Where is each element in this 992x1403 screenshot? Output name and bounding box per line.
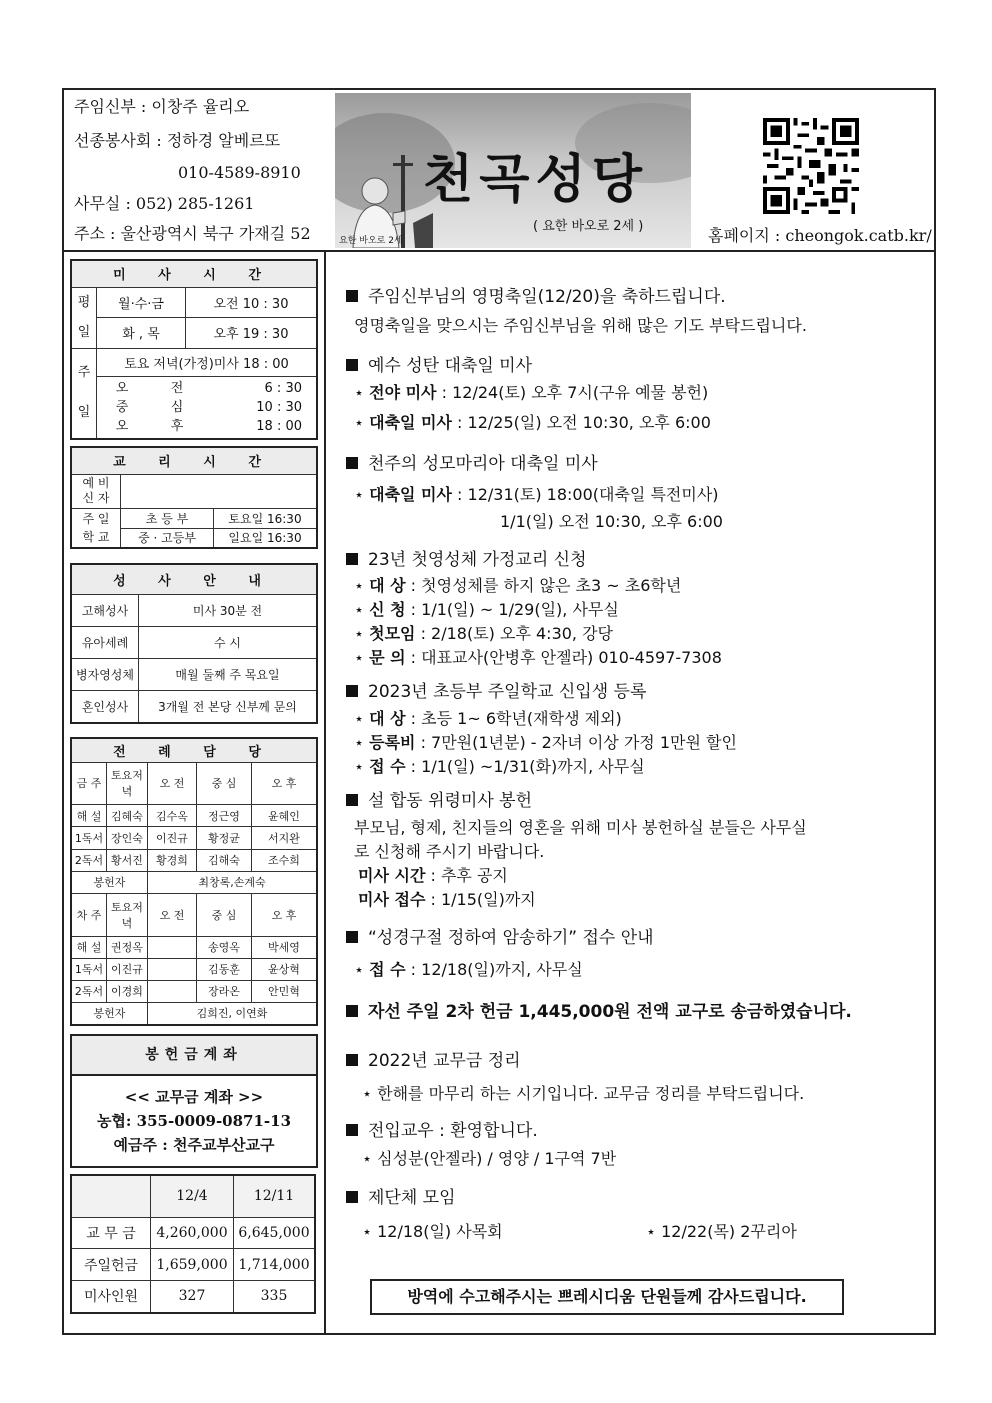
notice-4-line3: ⋆ 첫모임 : 2/18(토) 오후 4:30, 강당 <box>354 624 614 643</box>
saturday-mass: 토요 저녁(가정)미사 18 : 00 <box>97 348 318 376</box>
table-row: 주일헌금 1,659,000 1,714,000 <box>71 1249 315 1281</box>
weekday-time: 오후 19 : 30 <box>186 318 318 349</box>
homepage-link[interactable]: 홈페이지 : cheongok.catb.kr/ <box>708 226 932 245</box>
title-banner <box>335 93 691 248</box>
school-group: 초 등 부 <box>121 508 214 528</box>
catechism-table <box>70 446 318 549</box>
mass-times-title: 미 사 시 간 <box>71 260 317 287</box>
notice-11-line2: ⋆ 12/22(목) 2꾸리아 <box>646 1222 797 1241</box>
liturgy-title: 전 례 담 당 <box>71 738 317 762</box>
notice-5-line1: ⋆ 대 상 : 초등 1~ 6학년(재학생 제외) <box>354 709 622 728</box>
notice-6-body2: 로 신청해 주시기 바랍니다. <box>354 842 545 861</box>
table-row: 봉헌자 김희진, 이연화 <box>71 1002 317 1025</box>
table-row: 미사인원 327 335 <box>71 1280 315 1313</box>
sacrament-desc: 3개월 전 본당 신부께 문의 <box>139 690 318 723</box>
weekday-days: 월·수·금 <box>97 287 186 318</box>
table-row: 해 설 권정옥 송영옥 박세영 <box>71 936 317 958</box>
notice-3-line2: 1/1(일) 오전 10:30, 오후 6:00 <box>500 512 723 531</box>
liturgy-week1-header: 금 주 토요저녁 오 전 중 심 오 후 <box>71 762 317 805</box>
address: 주소 : 울산광역시 북구 가재길 52 <box>74 224 311 243</box>
notice-2-line2: ⋆ 대축일 미사 : 12/25(일) 오전 10:30, 오후 6:00 <box>354 413 711 432</box>
sacrament-desc: 매월 둘째 주 목요일 <box>139 658 318 690</box>
notice-6-title: 설 합동 위령미사 봉헌 <box>346 790 532 812</box>
sacrament-name: 유아세례 <box>71 626 139 658</box>
notice-4-line2: ⋆ 신 청 : 1/1(일) ~ 1/29(일), 사무실 <box>354 600 619 619</box>
catechumen-time <box>121 474 318 508</box>
school-time: 토요일 16:30 <box>214 508 318 528</box>
notice-10-line1: ⋆ 심성분(안젤라) / 영양 / 1구역 7반 <box>362 1149 617 1168</box>
notice-9-line1: ⋆ 한해를 마무리 하는 시기입니다. 교무금 정리를 부탁드립니다. <box>362 1084 805 1103</box>
finance-table <box>70 1174 316 1314</box>
parish-subtitle: ( 요한 바오로 2세 ) <box>533 219 644 234</box>
finance-date: 12/4 <box>151 1175 234 1217</box>
table-row: 교 무 금 4,260,000 6,645,000 <box>71 1217 315 1249</box>
sacrament-name: 고해성사 <box>71 594 139 626</box>
notice-6-body1: 부모님, 형제, 친지들의 영혼을 위해 미사 봉헌하실 분들은 사무실 <box>354 818 807 837</box>
parish-title: 천곡성당 <box>423 149 648 210</box>
council-phone: 010-4589-8910 <box>178 163 301 182</box>
sacraments-table <box>70 563 318 724</box>
table-row: 2독서 이경희 장라온 안민혁 <box>71 980 317 1002</box>
weekday-label: 평 일 <box>71 287 97 348</box>
notice-10-title: 전입교우 : 환영합니다. <box>346 1120 538 1142</box>
account-title: 봉헌금계좌 <box>72 1036 316 1076</box>
account-number: 농협: 355-0009-0871-13 <box>96 1112 292 1130</box>
catechumen-label: 예 비 신 자 <box>71 474 121 508</box>
account-line1: << 교무금 계좌 >> <box>124 1088 264 1106</box>
header-divider <box>62 250 936 252</box>
notice-5-title: 2023년 초등부 주일학교 신입생 등록 <box>346 681 646 703</box>
notice-4-line1: ⋆ 대 상 : 첫영성체를 하지 않은 초3 ~ 초6학년 <box>354 576 682 595</box>
notice-4-title: 23년 첫영성체 가정교리 신청 <box>346 549 587 571</box>
sacraments-title: 성 사 안 내 <box>71 564 317 594</box>
notice-7-line1: ⋆ 접 수 : 12/18(일)까지, 사무실 <box>354 960 583 979</box>
weekday-time: 오전 10 : 30 <box>186 287 318 318</box>
notice-5-line3: ⋆ 접 수 : 1/1(일) ~1/31(화)까지, 사무실 <box>354 757 645 776</box>
notice-8-title: 자선 주일 2차 헌금 1,445,000원 전액 교구로 송금하였습니다. <box>346 1001 852 1023</box>
table-row: 해 설 김혜숙 김수옥 정근영 윤혜인 <box>71 805 317 827</box>
notice-9-title: 2022년 교무금 정리 <box>346 1050 521 1072</box>
school-time: 일요일 16:30 <box>214 528 318 548</box>
catechism-title: 교 리 시 간 <box>71 447 317 474</box>
weekday-days: 화 , 목 <box>97 318 186 349</box>
sacrament-name: 혼인성사 <box>71 690 139 723</box>
thanks-box: 방역에 수고해주시는 쁘레시디움 단원들께 감사드립니다. <box>370 1279 844 1315</box>
account-holder: 예금주 : 천주교부산교구 <box>113 1136 275 1154</box>
sunday-label: 주 일 <box>71 348 97 439</box>
liturgy-week2-header: 차 주 토요저녁 오 전 중 심 오 후 <box>71 893 317 936</box>
notice-11-title: 제단체 모임 <box>346 1187 456 1209</box>
sunday-mass-list: 오 전 6 : 30 중 심 10 : 30 오 후 18 : 00 <box>97 376 318 439</box>
table-row: 2독서 황서진 황경희 김해숙 조수희 <box>71 849 317 871</box>
school-group: 중 · 고등부 <box>121 528 214 548</box>
notice-7-title: “성경구절 정하여 암송하기” 접수 안내 <box>346 927 654 949</box>
notice-3-line1: ⋆ 대축일 미사 : 12/31(토) 18:00(대축일 특전미사) <box>354 485 719 504</box>
notice-1-title: 주임신부님의 영명축일(12/20)을 축하드립니다. <box>346 286 726 308</box>
pastor-info: 주임신부 : 이창주 율리오 <box>74 97 250 116</box>
column-divider <box>324 250 326 1335</box>
notice-6-line2: 미사 접수 : 1/15(일)까지 <box>358 890 536 909</box>
sacrament-desc: 수 시 <box>139 626 318 658</box>
mass-times-table <box>70 259 318 440</box>
offering-account-box <box>70 1034 318 1168</box>
notice-11-line1: ⋆ 12/18(일) 사목회 <box>362 1222 503 1241</box>
qr-code-icon[interactable] <box>763 118 859 214</box>
notice-3-title: 천주의 성모마리아 대축일 미사 <box>346 453 598 475</box>
notice-4-line4: ⋆ 문 의 : 대표교사(안병후 안젤라) 010-4597-7308 <box>354 648 722 667</box>
notice-6-line1: 미사 시간 : 추후 공지 <box>358 866 508 885</box>
table-row: 봉헌자 최창록,손계숙 <box>71 871 317 893</box>
liturgy-table <box>70 737 318 1026</box>
finance-date: 12/11 <box>234 1175 316 1217</box>
notice-5-line2: ⋆ 등록비 : 7만원(1년분) - 2자녀 이상 가정 1만원 할인 <box>354 733 737 752</box>
table-row: 1독서 장인숙 이진규 황정균 서지완 <box>71 827 317 849</box>
sacrament-desc: 미사 30분 전 <box>139 594 318 626</box>
notice-2-title: 예수 성탄 대축일 미사 <box>346 355 532 377</box>
council-info: 선종봉사회 : 정하경 알베르또 <box>74 131 281 150</box>
image-caption: 요한 바오로 2세 <box>339 236 403 246</box>
office-phone: 사무실 : 052) 285-1261 <box>74 194 255 213</box>
table-row: 1독서 이진규 김동훈 윤상혁 <box>71 958 317 980</box>
sacrament-name: 병자영성체 <box>71 658 139 690</box>
notice-2-line1: ⋆ 전야 미사 : 12/24(토) 오후 7시(구유 예물 봉헌) <box>354 383 709 402</box>
notice-1-body: 영명축일을 맞으시는 주임신부님을 위해 많은 기도 부탁드립니다. <box>354 316 807 335</box>
sunday-school-label: 주 일 학 교 <box>71 508 121 548</box>
